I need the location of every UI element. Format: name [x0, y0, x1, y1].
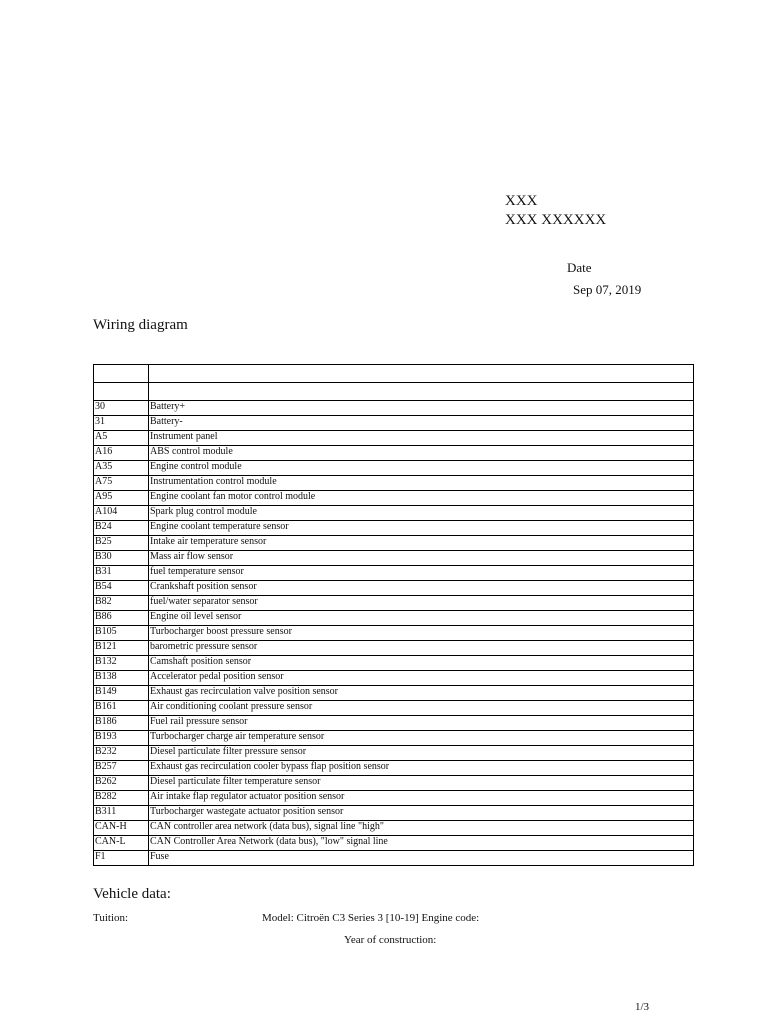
table-row — [94, 551, 694, 566]
table-row — [94, 671, 694, 686]
header-cell-desc — [149, 365, 694, 383]
table-row — [94, 836, 694, 851]
table-row — [94, 506, 694, 521]
table-row — [94, 476, 694, 491]
component-description: CAN controller area network (data bus), signal line "high" — [149, 821, 694, 836]
component-description: Diesel particulate filter pressure sensor — [149, 746, 694, 761]
table-row — [94, 461, 694, 476]
component-description: Camshaft position sensor — [149, 656, 694, 671]
component-code: 31 — [94, 416, 149, 431]
table-row — [94, 626, 694, 641]
header-cell-code — [94, 365, 149, 383]
component-code: B186 — [94, 716, 149, 731]
table-row — [94, 581, 694, 596]
component-code: A95 — [94, 491, 149, 506]
table-row — [94, 536, 694, 551]
component-code: F1 — [94, 851, 149, 866]
component-legend-table — [93, 364, 694, 866]
component-code: CAN-L — [94, 836, 149, 851]
component-code: B282 — [94, 791, 149, 806]
component-description: Engine control module — [149, 461, 694, 476]
component-description: Engine oil level sensor — [149, 611, 694, 626]
page-title: Wiring diagram — [93, 317, 188, 333]
component-description: Engine coolant temperature sensor — [149, 521, 694, 536]
component-code: A35 — [94, 461, 149, 476]
component-description: Turbocharger boost pressure sensor — [149, 626, 694, 641]
table-row — [94, 611, 694, 626]
vehicle-data-title: Vehicle data: — [93, 886, 171, 902]
component-description: Mass air flow sensor — [149, 551, 694, 566]
table-row — [94, 641, 694, 656]
table-row — [94, 686, 694, 701]
component-code: A104 — [94, 506, 149, 521]
date-label: Date — [567, 260, 592, 275]
component-code: B262 — [94, 776, 149, 791]
table-row — [94, 716, 694, 731]
component-code: B132 — [94, 656, 149, 671]
table-row — [94, 701, 694, 716]
component-description: Exhaust gas recirculation cooler bypass flap position sensor — [149, 761, 694, 776]
component-code: A75 — [94, 476, 149, 491]
component-code: B105 — [94, 626, 149, 641]
table-row — [94, 491, 694, 506]
component-code: B25 — [94, 536, 149, 551]
table-header-row — [94, 365, 694, 383]
table-row — [94, 416, 694, 431]
table-row — [94, 761, 694, 776]
year-of-construction: Year of construction: — [344, 934, 437, 946]
component-code: B232 — [94, 746, 149, 761]
component-code: B54 — [94, 581, 149, 596]
component-description: Crankshaft position sensor — [149, 581, 694, 596]
component-code: B30 — [94, 551, 149, 566]
tuition-label: Tuition: — [93, 912, 129, 924]
page-number: 1/3 — [635, 1001, 650, 1013]
component-code: B82 — [94, 596, 149, 611]
component-code: B138 — [94, 671, 149, 686]
spacer-cell-desc — [149, 383, 694, 401]
component-description: Battery+ — [149, 401, 694, 416]
component-description: Engine coolant fan motor control module — [149, 491, 694, 506]
component-description: Air intake flap regulator actuator position sensor — [149, 791, 694, 806]
table-row — [94, 746, 694, 761]
component-code: B311 — [94, 806, 149, 821]
component-code: B257 — [94, 761, 149, 776]
component-description: CAN Controller Area Network (data bus), "low" signal line — [149, 836, 694, 851]
model-line: Model: Citroën C3 Series 3 [10-19] Engine code: — [262, 912, 480, 924]
component-description: Instrumentation control module — [149, 476, 694, 491]
date-value: Sep 07, 2019 — [573, 282, 642, 297]
component-code: B31 — [94, 566, 149, 581]
table-row — [94, 446, 694, 461]
sender-name: XXX — [505, 193, 538, 209]
spacer-cell-code — [94, 383, 149, 401]
component-description: fuel/water separator sensor — [149, 596, 694, 611]
component-description: Diesel particulate filter temperature sensor — [149, 776, 694, 791]
component-code: B193 — [94, 731, 149, 746]
table-row — [94, 776, 694, 791]
table-row — [94, 596, 694, 611]
component-code: B149 — [94, 686, 149, 701]
component-description: Turbocharger charge air temperature sensor — [149, 731, 694, 746]
component-code: A16 — [94, 446, 149, 461]
table-spacer-row — [94, 383, 694, 401]
table-row — [94, 566, 694, 581]
table-row — [94, 431, 694, 446]
component-description: Accelerator pedal position sensor — [149, 671, 694, 686]
component-description: Fuel rail pressure sensor — [149, 716, 694, 731]
component-description: Battery- — [149, 416, 694, 431]
table-row — [94, 656, 694, 671]
component-description: Air conditioning coolant pressure sensor — [149, 701, 694, 716]
component-code: B86 — [94, 611, 149, 626]
component-description: Instrument panel — [149, 431, 694, 446]
component-description: Turbocharger wastegate actuator position sensor — [149, 806, 694, 821]
table-row — [94, 821, 694, 836]
table-row — [94, 731, 694, 746]
component-code: 30 — [94, 401, 149, 416]
component-code: CAN-H — [94, 821, 149, 836]
component-description: barometric pressure sensor — [149, 641, 694, 656]
table-row — [94, 791, 694, 806]
table-row — [94, 806, 694, 821]
sender-address: XXX XXXXXX — [505, 212, 607, 228]
component-code: A5 — [94, 431, 149, 446]
component-code: B24 — [94, 521, 149, 536]
component-code: B121 — [94, 641, 149, 656]
component-description: Exhaust gas recirculation valve position sensor — [149, 686, 694, 701]
component-description: ABS control module — [149, 446, 694, 461]
table-row — [94, 521, 694, 536]
table-row — [94, 851, 694, 866]
component-description: Intake air temperature sensor — [149, 536, 694, 551]
component-code: B161 — [94, 701, 149, 716]
table-row — [94, 401, 694, 416]
component-description: Spark plug control module — [149, 506, 694, 521]
component-description: Fuse — [149, 851, 694, 866]
component-description: fuel temperature sensor — [149, 566, 694, 581]
